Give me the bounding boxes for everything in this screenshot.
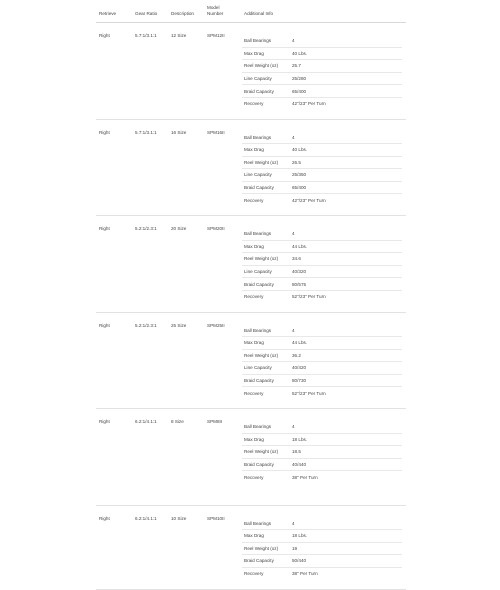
- info-value: 65/400: [292, 185, 307, 191]
- spec-table: [96, 0, 406, 590]
- info-value: 4: [292, 424, 295, 430]
- info-row: [242, 60, 402, 73]
- info-row: [242, 471, 402, 483]
- additional-info-list: [242, 35, 402, 110]
- info-value: 25.7: [292, 63, 301, 69]
- info-row: [242, 266, 402, 279]
- info-value: 4: [292, 134, 295, 140]
- info-label: Max Drag: [244, 340, 264, 346]
- cell-gear-ratio: 5.7:1/3.1:1: [135, 129, 157, 135]
- info-value: 65/400: [292, 88, 307, 94]
- info-row: [242, 434, 402, 447]
- info-label: Max Drag: [244, 243, 264, 249]
- info-row: [242, 421, 402, 434]
- info-label: Ball Bearings: [244, 520, 272, 526]
- cell-model-number: SPM25II: [207, 322, 225, 328]
- info-row: [242, 375, 402, 388]
- info-label: Braid Capacity: [244, 378, 274, 384]
- info-value: 19: [292, 545, 298, 551]
- info-value: 25/350: [292, 172, 307, 178]
- info-value: 40 Lbs.: [292, 147, 308, 153]
- info-value: 40/420: [292, 365, 307, 371]
- info-row: [242, 459, 402, 472]
- info-label: Ball Bearings: [244, 424, 272, 430]
- cell-gear-ratio: 5.2:1/2.3:1: [135, 226, 157, 231]
- table-row: [96, 409, 406, 506]
- info-label: Reel Weight (oz): [244, 449, 279, 455]
- header-description: Description: [171, 10, 194, 16]
- info-row: [242, 169, 402, 182]
- additional-info-list: [242, 325, 402, 400]
- header-gear-ratio: Gear Ratio: [135, 10, 158, 16]
- cell-model-number: SPM8II: [207, 419, 223, 424]
- info-value: 38" Per Turn: [292, 474, 318, 480]
- info-label: Recovery: [244, 197, 264, 203]
- info-value: 40 Lbs.: [292, 50, 308, 56]
- cell-gear-ratio: 5.7:1/3.1:1: [135, 33, 157, 38]
- header-model-number: Model Number: [207, 5, 224, 16]
- info-value: 42"/23" Per Turn: [292, 101, 326, 107]
- info-label: Braid Capacity: [244, 88, 274, 94]
- info-row: [242, 291, 402, 303]
- info-value: 50/440: [292, 558, 307, 564]
- info-value: 18.5: [292, 449, 301, 455]
- cell-gear-ratio: 6.2:1/4.1:1: [135, 515, 157, 521]
- info-label: Reel Weight (oz): [244, 63, 279, 69]
- cell-description: 16 Size: [171, 129, 187, 135]
- info-label: Braid Capacity: [244, 281, 274, 287]
- info-value: 38" Per Turn: [292, 571, 318, 577]
- info-label: Ball Bearings: [244, 134, 272, 140]
- cell-model-number: SPM20II: [207, 226, 225, 231]
- info-value: 25/280: [292, 75, 307, 81]
- info-row: [242, 85, 402, 98]
- info-value: 80/575: [292, 281, 307, 287]
- info-value: 4: [292, 327, 295, 333]
- info-row: [242, 228, 402, 241]
- info-row: [242, 530, 402, 543]
- info-row: [242, 350, 402, 363]
- info-label: Recovery: [244, 571, 264, 577]
- cell-description: 25 Size: [171, 322, 187, 328]
- info-label: Recovery: [244, 101, 264, 107]
- cell-retrieve: Right: [99, 515, 110, 521]
- info-label: Recovery: [244, 390, 264, 396]
- header-additional-info: Additional Info: [244, 10, 274, 16]
- info-label: Max Drag: [244, 50, 264, 56]
- info-value: 4: [292, 520, 295, 526]
- info-row: [242, 543, 402, 556]
- info-value: 44 Lbs.: [292, 340, 308, 346]
- info-label: Braid Capacity: [244, 185, 274, 191]
- cell-model-number: SPM12II: [207, 33, 225, 38]
- info-label: Line Capacity: [244, 75, 272, 81]
- cell-description: 10 Size: [171, 515, 187, 521]
- cell-model-number: SPM10II: [207, 515, 225, 521]
- info-row: [242, 182, 402, 195]
- cell-gear-ratio: 5.2:1/2.3:1: [135, 322, 157, 328]
- info-label: Ball Bearings: [244, 231, 272, 237]
- info-label: Line Capacity: [244, 172, 272, 178]
- cell-retrieve: Right: [99, 129, 110, 135]
- info-row: [242, 48, 402, 61]
- table-row: [96, 23, 406, 120]
- info-value: 40/440: [292, 461, 307, 467]
- info-value: 52"/23" Per Turn: [292, 294, 326, 300]
- cell-model-number: SPM16II: [207, 129, 225, 135]
- cell-gear-ratio: 6.2:1/4.1:1: [135, 419, 157, 424]
- info-row: [242, 555, 402, 568]
- info-value: 4: [292, 38, 295, 44]
- info-label: Reel Weight (oz): [244, 545, 279, 551]
- info-value: 18 Lbs.: [292, 533, 308, 539]
- additional-info-list: [242, 421, 402, 483]
- cell-retrieve: Right: [99, 419, 110, 424]
- info-value: 4: [292, 231, 295, 237]
- info-label: Recovery: [244, 294, 264, 300]
- info-value: 34.6: [292, 256, 301, 262]
- cell-description: 8 Size: [171, 419, 184, 424]
- additional-info-list: [242, 518, 402, 580]
- cell-description: 20 Size: [171, 226, 187, 231]
- info-value: 36.2: [292, 352, 301, 358]
- info-row: [242, 337, 402, 350]
- info-label: Line Capacity: [244, 365, 272, 371]
- info-value: 42"/23" Per Turn: [292, 197, 326, 203]
- info-value: 80/730: [292, 378, 307, 384]
- info-label: Max Drag: [244, 147, 264, 153]
- info-row: [242, 253, 402, 266]
- info-label: Ball Bearings: [244, 327, 272, 333]
- info-value: 40/320: [292, 268, 307, 274]
- table-row: [96, 120, 406, 217]
- info-label: Max Drag: [244, 533, 264, 539]
- cell-retrieve: Right: [99, 33, 110, 38]
- info-row: [242, 73, 402, 86]
- info-row: [242, 144, 402, 157]
- table-body: [96, 23, 406, 590]
- table-header: [96, 0, 406, 23]
- info-row: [242, 325, 402, 338]
- info-row: [242, 568, 402, 580]
- info-row: [242, 98, 402, 110]
- info-row: [242, 387, 402, 399]
- info-value: 18 Lbs.: [292, 436, 308, 442]
- info-label: Braid Capacity: [244, 558, 274, 564]
- info-label: Reel Weight (oz): [244, 256, 279, 262]
- info-row: [242, 35, 402, 48]
- table-row: [96, 313, 406, 410]
- info-row: [242, 194, 402, 206]
- info-row: [242, 446, 402, 459]
- info-label: Max Drag: [244, 436, 264, 442]
- info-row: [242, 278, 402, 291]
- info-row: [242, 518, 402, 531]
- info-value: 26.5: [292, 159, 301, 165]
- info-label: Ball Bearings: [244, 38, 272, 44]
- info-row: [242, 362, 402, 375]
- info-label: Recovery: [244, 474, 264, 480]
- info-value: 52"/23" Per Turn: [292, 390, 326, 396]
- info-label: Reel Weight (oz): [244, 159, 279, 165]
- info-value: 44 Lbs.: [292, 243, 308, 249]
- cell-description: 12 Size: [171, 33, 187, 38]
- header-retrieve: Retrieve: [99, 10, 117, 16]
- additional-info-list: [242, 228, 402, 303]
- additional-info-list: [242, 132, 402, 207]
- table-row: [96, 506, 406, 590]
- cell-retrieve: Right: [99, 226, 110, 231]
- info-row: [242, 157, 402, 170]
- info-label: Reel Weight (oz): [244, 352, 279, 358]
- info-row: [242, 241, 402, 254]
- info-label: Line Capacity: [244, 268, 272, 274]
- table-row: [96, 216, 406, 313]
- cell-retrieve: Right: [99, 322, 110, 328]
- info-label: Braid Capacity: [244, 461, 274, 467]
- info-row: [242, 132, 402, 145]
